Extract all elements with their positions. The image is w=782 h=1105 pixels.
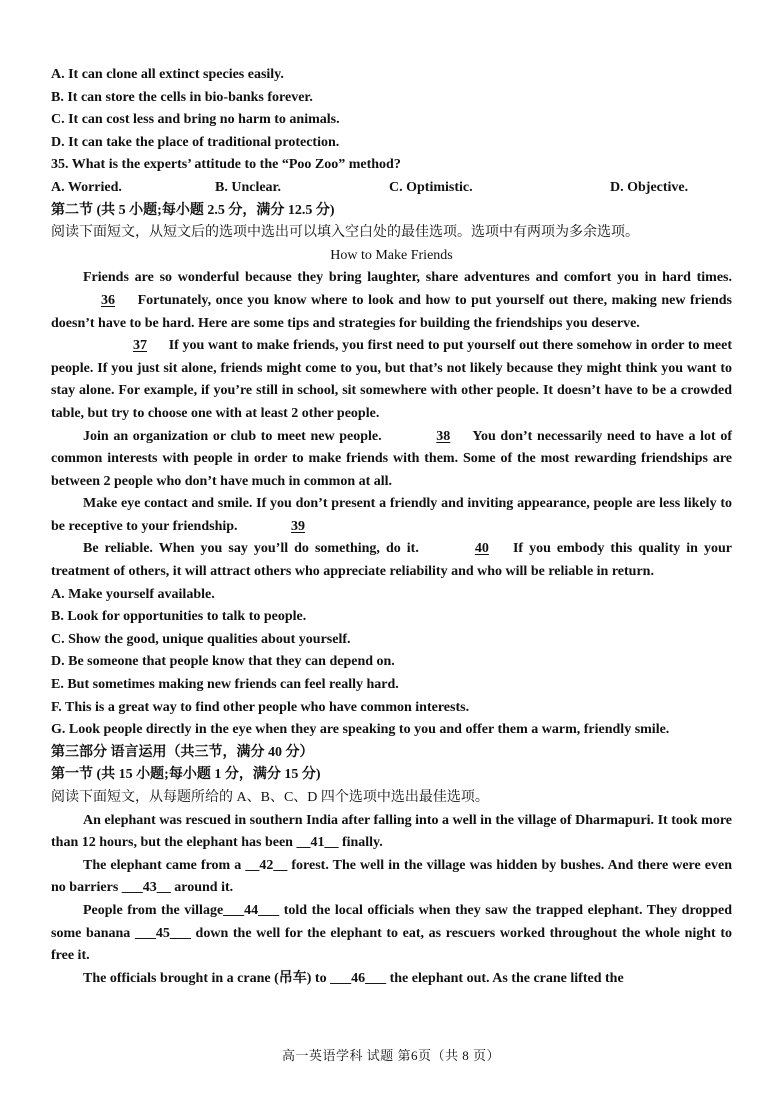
passage-paragraph-5 [51,538,732,583]
paragraph-text: Friends are so wonderful because they bring laughter, share adventures and comfort you in hard times. [83,270,732,286]
blank-37[interactable]: 37 [133,338,147,354]
paragraph-text: Make eye contact and smile. If you don’t present a friendly and inviting appearance, people are less likely to be receptive to your friendship. [51,496,732,534]
paragraph-text: Join an organization or club to meet new people. [83,428,382,444]
blank-40[interactable]: 40 [474,541,489,557]
paragraph-text: Fortunately, once you know where to look and how to put yourself out there, making new friends doesn’t have to be hard. Here are some tips and strategies for building the friendships you deserve. [51,292,733,331]
section2-option-g: G. Look people directly in the eye when they are speaking to you and offer them a warm, friendly smile. [51,722,670,738]
q35-options [51,177,732,200]
q34-option-d: D. It can take the place of traditional protection. [51,134,340,150]
blank-39[interactable]: 39 [291,518,306,534]
q35-stem: 35. What is the experts’ attitude to the “Poo Zoo” method? [51,157,401,173]
section2-option-e: E. But sometimes making new friends can feel really hard. [51,677,399,693]
section2-heading: 第二节 (共 5 小题;每小题 2.5 分，满分 12.5 分) [51,202,335,218]
section2-option-b: B. Look for opportunities to talk to people. [51,609,307,625]
cloze-paragraph-2: The elephant came from a __42__ forest. The well in the village was hidden by bushes. And there were even no barriers ___43__ around it. [51,857,732,896]
paragraph-text: If you embody this quality in your treatment of others, it will attract others who appreciate reliability and who will be reliable in return. [51,541,733,580]
q35-option-c: C. Optimistic. [389,179,473,195]
part3-instruction: 阅读下面短文，从每题所给的 A、B、C、D 四个选项中选出最佳选项。 [51,790,489,805]
section2-instruction: 阅读下面短文，从短文后的选项中选出可以填入空白处的最佳选项。选项中有两项为多余选项。 [51,225,639,241]
part3-section1-heading: 第一节 (共 15 小题;每小题 1 分，满分 15 分) [51,767,321,783]
page-content [51,64,732,990]
q35-option-a: A. Worried. [51,179,122,195]
blank-36[interactable]: 36 [101,292,115,308]
q34-option-c: C. It can cost less and bring no harm to animals. [51,112,340,128]
q35-option-b: B. Unclear. [215,179,281,195]
section2-option-c: C. Show the good, unique qualities about yourself. [51,631,351,647]
cloze-paragraph-3: People from the village___44___ told the local officials when they saw the trapped elephant. They dropped some banana ___45___ down the well for the elephant to eat, as rescuers worked throughout the whole night to free it. [51,902,732,964]
passage-paragraph-2 [51,335,732,425]
q34-option-a: A. It can clone all extinct species easily. [51,67,284,82]
blank-38[interactable]: 38 [436,428,451,444]
paragraph-text: Be reliable. When you say you’ll do something, do it. [83,541,419,557]
passage-paragraph-3 [51,426,732,494]
q35-option-d: D. Objective. [610,179,689,195]
passage-paragraph-1 [51,267,732,335]
section2-option-d: D. Be someone that people know that they can depend on. [51,654,395,670]
part3-heading: 第三部分 语言运用（共三节，满分 40 分） [51,744,314,760]
q34-option-b: B. It can store the cells in bio-banks forever. [51,89,313,105]
cloze-paragraph-4: The officials brought in a crane (吊车) to ___46___ the elephant out. As the crane lifted the [83,970,624,986]
passage-paragraph-4 [51,493,732,538]
section2-option-a: A. Make yourself available. [51,586,215,602]
cloze-paragraph-1: An elephant was rescued in southern India after falling into a well in the village of Dharmapuri. It took more than 12 hours, but the elephant has been __41__ finally. [51,812,732,851]
paragraph-text: You don’t necessarily need to have a lot of common interests with people in order to make friends with them. Some of the most rewarding friendships are between 2 people who don’t have much in common at all. [51,428,733,489]
paragraph-text: If you want to make friends, you first need to put yourself out there somehow in order to meet people. If you just sit alone, friends might come to you, but that’s not likely because they might think you want to stay alone. For example, if you’re still in school, sit somewhere with other people. It doesn’t have to be a crowded table, but try to choose one with at least 2 other people. [51,338,733,421]
passage-title: How to Make Friends [330,247,453,263]
section2-option-f: F. This is a great way to find other people who have common interests. [51,699,470,715]
page-footer: 高一英语学科 试题 第6页（共 8 页） [281,1048,500,1063]
